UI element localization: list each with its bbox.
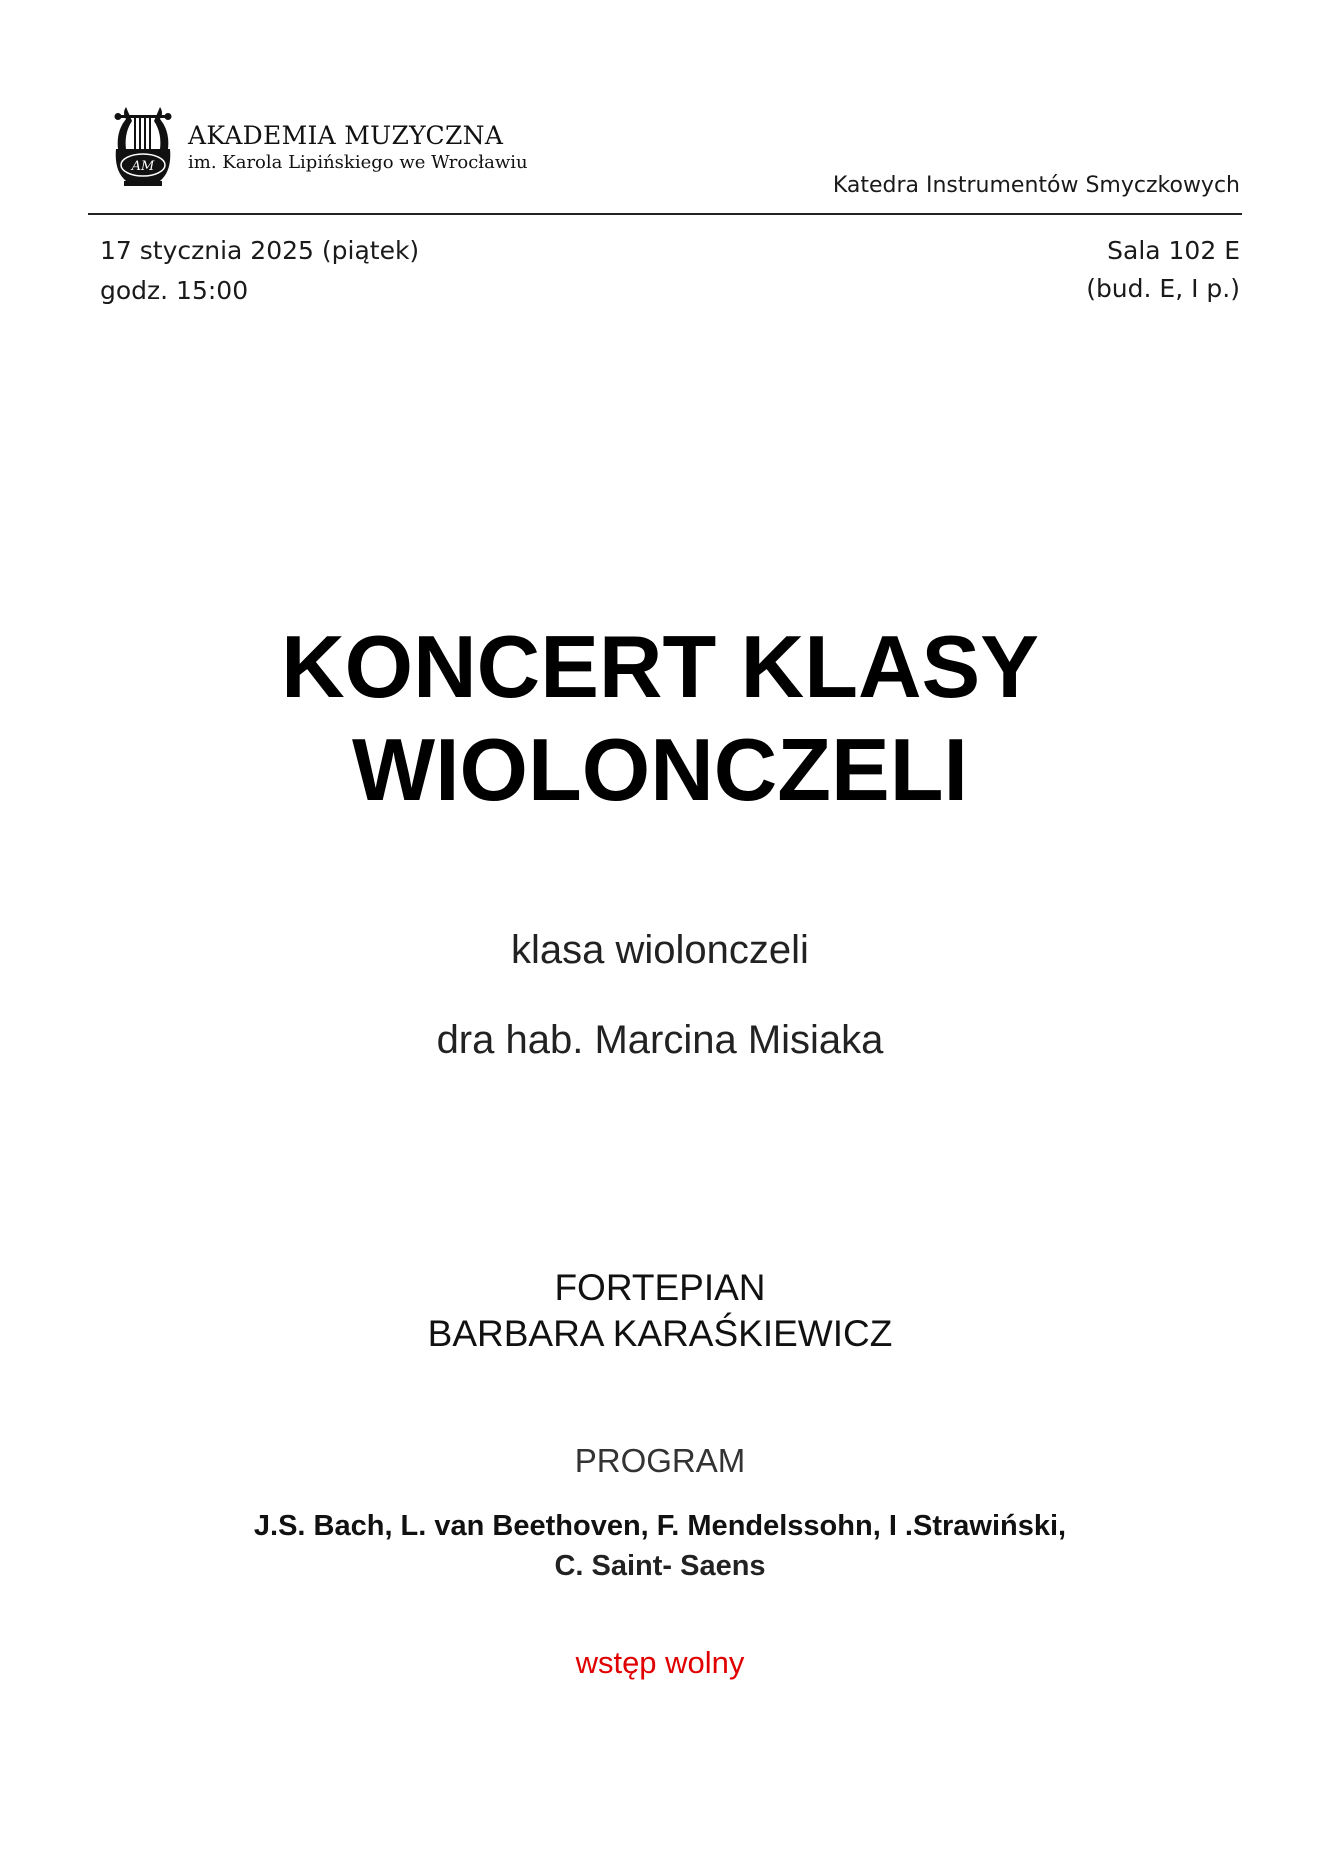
- class-label: klasa wiolonczeli: [511, 928, 809, 972]
- event-room: Sala 102 E: [1107, 236, 1240, 265]
- academy-name: AKADEMIA MUZYCZNA: [188, 121, 504, 150]
- event-date: 17 stycznia 2025 (piątek): [100, 236, 420, 265]
- admission-note: wstęp wolny: [575, 1645, 745, 1680]
- event-building: (bud. E, I p.): [1086, 274, 1240, 303]
- event-time: godz. 15:00: [100, 276, 249, 305]
- program-label: PROGRAM: [574, 1442, 746, 1479]
- concert-title-line1: KONCERT KLASY: [281, 617, 1039, 716]
- composers-line1: J.S. Bach, L. van Beethoven, F. Mendelssohn, I .Strawiński,: [253, 1510, 1067, 1542]
- piano-label: FORTEPIAN: [554, 1267, 766, 1308]
- concert-title-line2: WIOLONCZELI: [352, 720, 968, 819]
- lyre-icon: [112, 105, 174, 187]
- svg-text:AM: AM: [131, 159, 155, 174]
- pianist-name: BARBARA KARAŚKIEWICZ: [427, 1313, 893, 1354]
- department-name: Katedra Instrumentów Smyczkowych: [832, 173, 1240, 198]
- composers-line2: C. Saint- Saens: [554, 1550, 766, 1582]
- teacher-name: dra hab. Marcina Misiaka: [436, 1018, 884, 1062]
- academy-subtitle: im. Karola Lipińskiego we Wrocławiu: [188, 152, 528, 173]
- header-divider: [88, 213, 1242, 215]
